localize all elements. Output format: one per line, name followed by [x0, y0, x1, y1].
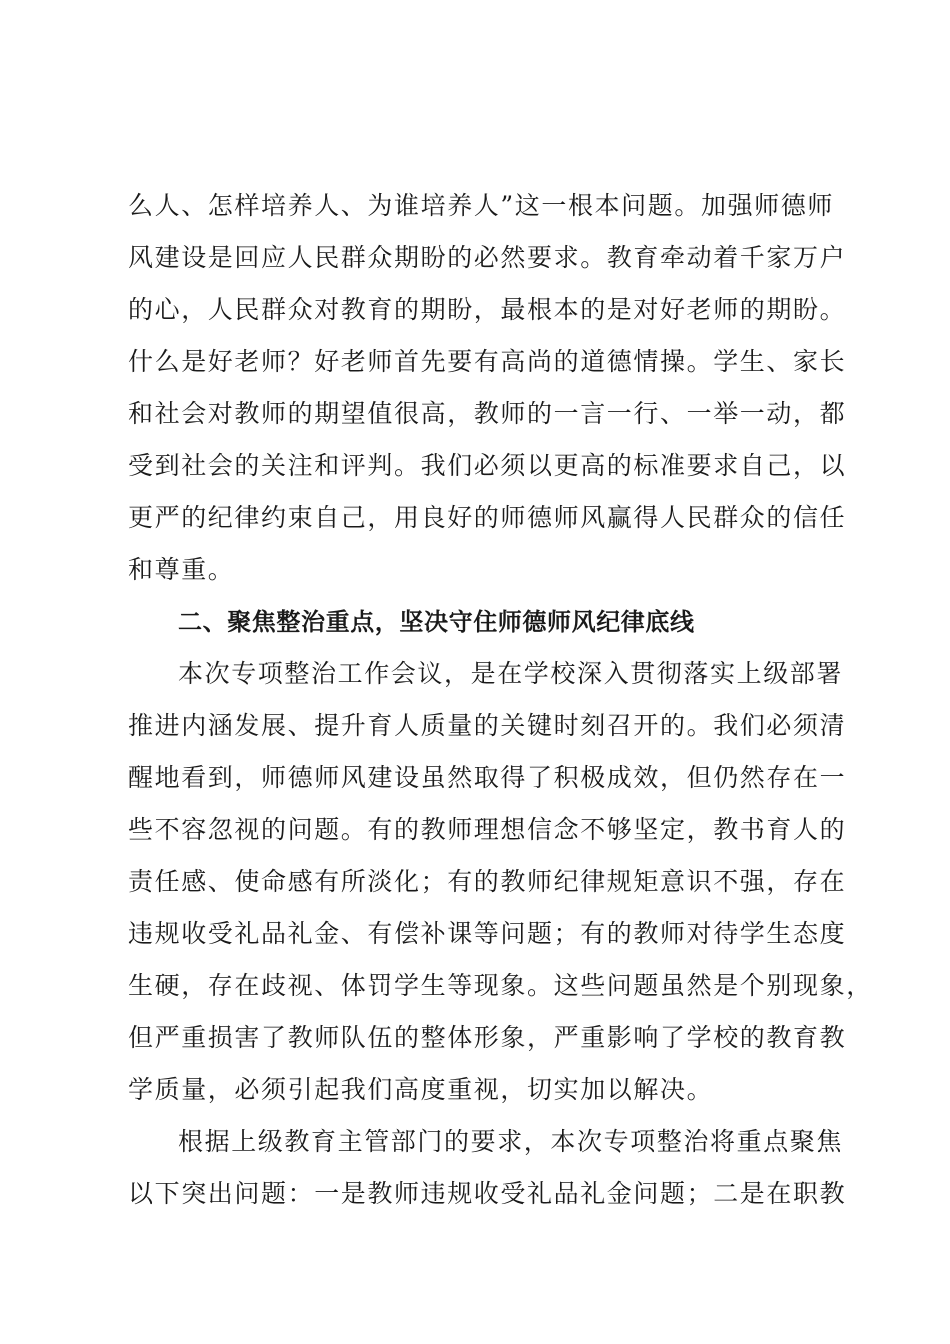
- body-text-line: 以下突出问题：一是教师违规收受礼品礼金问题；二是在职教: [128, 1179, 847, 1208]
- body-text-line: 和社会对教师的期望值很高，教师的一言一行、一举一动，都: [128, 399, 847, 428]
- body-text-line: 本次专项整治工作会议，是在学校深入贯彻落实上级部署: [178, 659, 844, 688]
- body-text-line: 么人、怎样培养人、为谁培养人”这一根本问题。加强师德师: [128, 191, 834, 220]
- body-text-line: 风建设是回应人民群众期盼的必然要求。教育牵动着千家万户: [128, 243, 847, 272]
- body-text-line: 但严重损害了教师队伍的整体形象，严重影响了学校的教育教: [128, 1023, 847, 1052]
- body-text-line: 责任感、使命感有所淡化；有的教师纪律规矩意识不强，存在: [128, 867, 847, 896]
- body-text-line: 和尊重。: [128, 555, 235, 584]
- body-text-line: 更严的纪律约束自己，用良好的师德师风赢得人民群众的信任: [128, 503, 847, 532]
- body-text-line: 醒地看到，师德师风建设虽然取得了积极成效，但仍然存在一: [128, 763, 847, 792]
- body-text-line: 什么是好老师？好老师首先要有高尚的道德情操。学生、家长: [128, 347, 847, 376]
- body-text-line: 推进内涵发展、提升育人质量的关键时刻召开的。我们必须清: [128, 711, 847, 740]
- body-text-line: 些不容忽视的问题。有的教师理想信念不够坚定，教书育人的: [128, 815, 847, 844]
- body-text-line: 生硬，存在歧视、体罚学生等现象。这些问题虽然是个别现象，: [128, 971, 873, 1000]
- body-text-line: 的心，人民群众对教育的期盼，最根本的是对好老师的期盼。: [128, 295, 847, 324]
- section-heading: 二、聚焦整治重点，坚决守住师德师风纪律底线: [178, 608, 695, 636]
- body-text-line: 违规收受礼品礼金、有偿补课等问题；有的教师对待学生态度: [128, 919, 847, 948]
- body-text-line: 根据上级教育主管部门的要求，本次专项整治将重点聚焦: [178, 1127, 844, 1156]
- body-text-line: 受到社会的关注和评判。我们必须以更高的标准要求自己，以: [128, 451, 847, 480]
- body-text-line: 学质量，必须引起我们高度重视，切实加以解决。: [128, 1075, 714, 1104]
